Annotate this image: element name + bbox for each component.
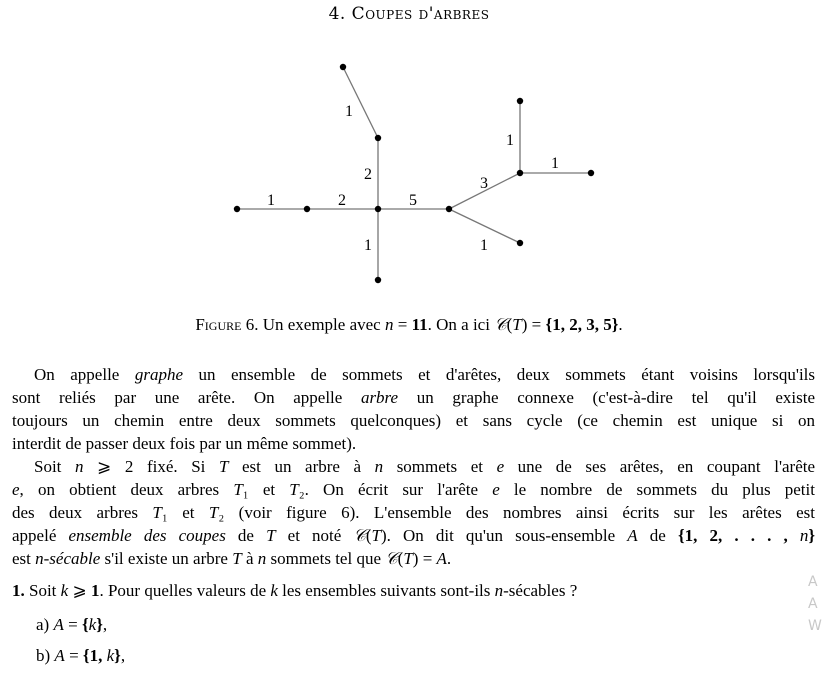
text-segment: , on obtient deux arbres	[19, 480, 234, 499]
tree-vertex	[375, 277, 381, 283]
text-segment: T	[218, 457, 229, 476]
text-segment: A	[53, 615, 64, 634]
figure-caption	[0, 315, 818, 335]
text-segment: T	[403, 549, 413, 568]
question-item	[36, 614, 839, 636]
text-segment: ) =	[412, 549, 437, 568]
text-segment: ) =	[521, 315, 546, 334]
text-segment: sommets et	[383, 457, 497, 476]
text-segment: . On a ici	[427, 315, 495, 334]
text-segment: {1, 2, . . . ,	[677, 526, 800, 545]
edge-label: 1	[345, 103, 353, 120]
text-segment: k	[88, 615, 97, 634]
tree-vertex	[517, 240, 523, 246]
edge-label: 2	[364, 166, 372, 183]
text-segment: ensemble des coupes	[68, 526, 226, 545]
text-line	[12, 548, 815, 570]
text-segment: =	[393, 315, 412, 334]
text-segment: (	[506, 315, 513, 334]
text-segment: e	[496, 457, 505, 476]
text-segment: 𝒞	[353, 526, 366, 545]
tree-vertex	[340, 64, 346, 70]
text-segment: A	[436, 549, 447, 568]
text-segment: }	[96, 615, 103, 634]
text-segment: T	[152, 503, 162, 522]
text-segment: . Pour quelles valeurs de	[99, 581, 271, 600]
text-segment: T	[232, 549, 242, 568]
text-segment: A	[627, 526, 638, 545]
text-segment: s'il existe un arbre	[100, 549, 233, 568]
text-segment: ,	[102, 615, 108, 634]
tree-vertex	[375, 206, 381, 212]
text-segment: 1	[90, 581, 100, 600]
text-segment: T	[512, 315, 522, 334]
text-segment: k	[60, 581, 69, 600]
text-segment: est	[12, 549, 36, 568]
text-segment: T	[371, 526, 381, 545]
text-segment: appelé	[12, 526, 69, 545]
text-segment: 𝒞	[385, 549, 398, 568]
tree-vertex	[517, 98, 523, 104]
text-segment: graphe	[134, 365, 183, 384]
text-segment: sommets tel que	[266, 549, 386, 568]
text-segment: T	[289, 480, 299, 499]
text-line	[12, 387, 815, 409]
question-1	[12, 580, 815, 602]
text-segment: un ensemble de sommets et d'arêtes, deux sommets étant voisins lorsqu'ils	[183, 365, 816, 384]
text-line	[12, 456, 815, 478]
text-segment: (	[397, 549, 404, 568]
edge-label: 3	[480, 175, 488, 192]
text-segment: est un arbre à	[228, 457, 375, 476]
text-segment: {	[81, 615, 89, 634]
tree-vertex	[304, 206, 310, 212]
text-segment: 1.	[12, 581, 25, 600]
text-segment: ₂ (voir figure 6). L'ensemble des nombres ainsi écrits sur les arêtes est	[218, 503, 815, 522]
text-segment: n	[257, 549, 267, 568]
text-segment: }	[808, 526, 816, 545]
text-segment: les ensembles suivants sont-ils	[277, 581, 495, 600]
text-segment: 11	[411, 315, 428, 334]
text-segment: a)	[36, 615, 54, 634]
text-line	[12, 364, 815, 386]
text-segment: k	[270, 581, 278, 600]
edge-label: 1	[267, 192, 275, 209]
text-segment: ₁ et	[242, 480, 290, 499]
text-segment: =	[64, 646, 83, 665]
text-line	[12, 479, 815, 501]
text-segment: arbre	[360, 388, 399, 407]
text-line	[12, 525, 815, 547]
text-line	[12, 410, 815, 432]
edge-label: 1	[364, 237, 372, 254]
text-segment: T	[208, 503, 219, 522]
text-segment: n	[74, 457, 84, 476]
edge-label: 1	[551, 155, 559, 172]
text-segment: e	[492, 480, 500, 499]
text-segment: ₂. On écrit sur l'arête	[298, 480, 493, 499]
text-segment: n	[494, 581, 504, 600]
tree-vertex	[234, 206, 240, 212]
text-segment: ₁ et	[161, 503, 209, 522]
text-segment: -sécables ?	[503, 581, 578, 600]
text-line	[12, 502, 815, 524]
watermark-letter: A	[808, 596, 818, 612]
text-segment: ⩾ 2 fixé. Si	[83, 457, 219, 476]
text-segment: T	[266, 526, 276, 545]
text-segment: de	[637, 526, 678, 545]
tree-vertex	[588, 170, 594, 176]
text-segment: n	[384, 315, 394, 334]
text-segment: Soit	[34, 457, 75, 476]
caption-text	[258, 315, 622, 334]
text-segment: à	[241, 549, 258, 568]
text-segment: ). On dit qu'un sous-ensemble	[380, 526, 628, 545]
edge-label: 1	[480, 237, 488, 254]
edge-label: 1	[506, 132, 514, 149]
tree-vertex	[446, 206, 452, 212]
text-segment: sont reliés par une arête. On appelle	[12, 388, 361, 407]
text-segment: 𝒞	[494, 315, 507, 334]
text-segment: On appelle	[34, 365, 135, 384]
text-segment: Un exemple avec	[258, 315, 385, 334]
text-segment: {1,	[82, 646, 107, 665]
text-segment: de	[225, 526, 267, 545]
text-segment: le nombre de sommets du plus petit	[499, 480, 815, 499]
caption-label: Figure 6.	[195, 315, 259, 334]
text-segment: des deux arbres	[12, 503, 153, 522]
text-segment: interdit de passer deux fois par un même sommet).	[12, 434, 357, 453]
text-segment: =	[63, 615, 82, 634]
tree-vertex	[517, 170, 523, 176]
text-segment: .	[618, 315, 623, 334]
text-segment: k	[106, 646, 115, 665]
watermark-letter: A	[808, 574, 818, 590]
text-segment: n	[799, 526, 809, 545]
text-segment: }	[114, 646, 121, 665]
tree-figure	[0, 0, 818, 300]
text-segment: une de ses arêtes, en coupant l'arête	[504, 457, 816, 476]
text-line	[12, 433, 815, 455]
watermark-letter: W	[808, 618, 822, 634]
text-segment: T	[233, 480, 243, 499]
text-segment: Soit	[24, 581, 61, 600]
tree-vertex	[375, 135, 381, 141]
text-segment: ⩾	[68, 581, 91, 600]
text-segment: {1, 2, 3, 5}	[545, 315, 619, 334]
text-segment: toujours un chemin entre deux sommets quelconques) et sans cycle (ce chemin est unique si on	[12, 411, 815, 430]
edge-label: 5	[409, 192, 417, 209]
text-segment: b)	[36, 646, 55, 665]
text-segment: .	[446, 549, 452, 568]
text-segment: A	[54, 646, 65, 665]
text-segment: (	[365, 526, 372, 545]
text-segment: n	[374, 457, 384, 476]
question-item	[36, 645, 839, 667]
text-segment: et noté	[275, 526, 354, 545]
text-segment: ,	[120, 646, 126, 665]
text-segment: un graphe connexe (c'est-à-dire tel qu'il existe	[398, 388, 815, 407]
text-segment: e	[12, 480, 20, 499]
section-title: 4. Coupes d'arbres	[328, 4, 490, 24]
text-segment: n-sécable	[35, 549, 101, 568]
edge-label: 2	[338, 192, 346, 209]
